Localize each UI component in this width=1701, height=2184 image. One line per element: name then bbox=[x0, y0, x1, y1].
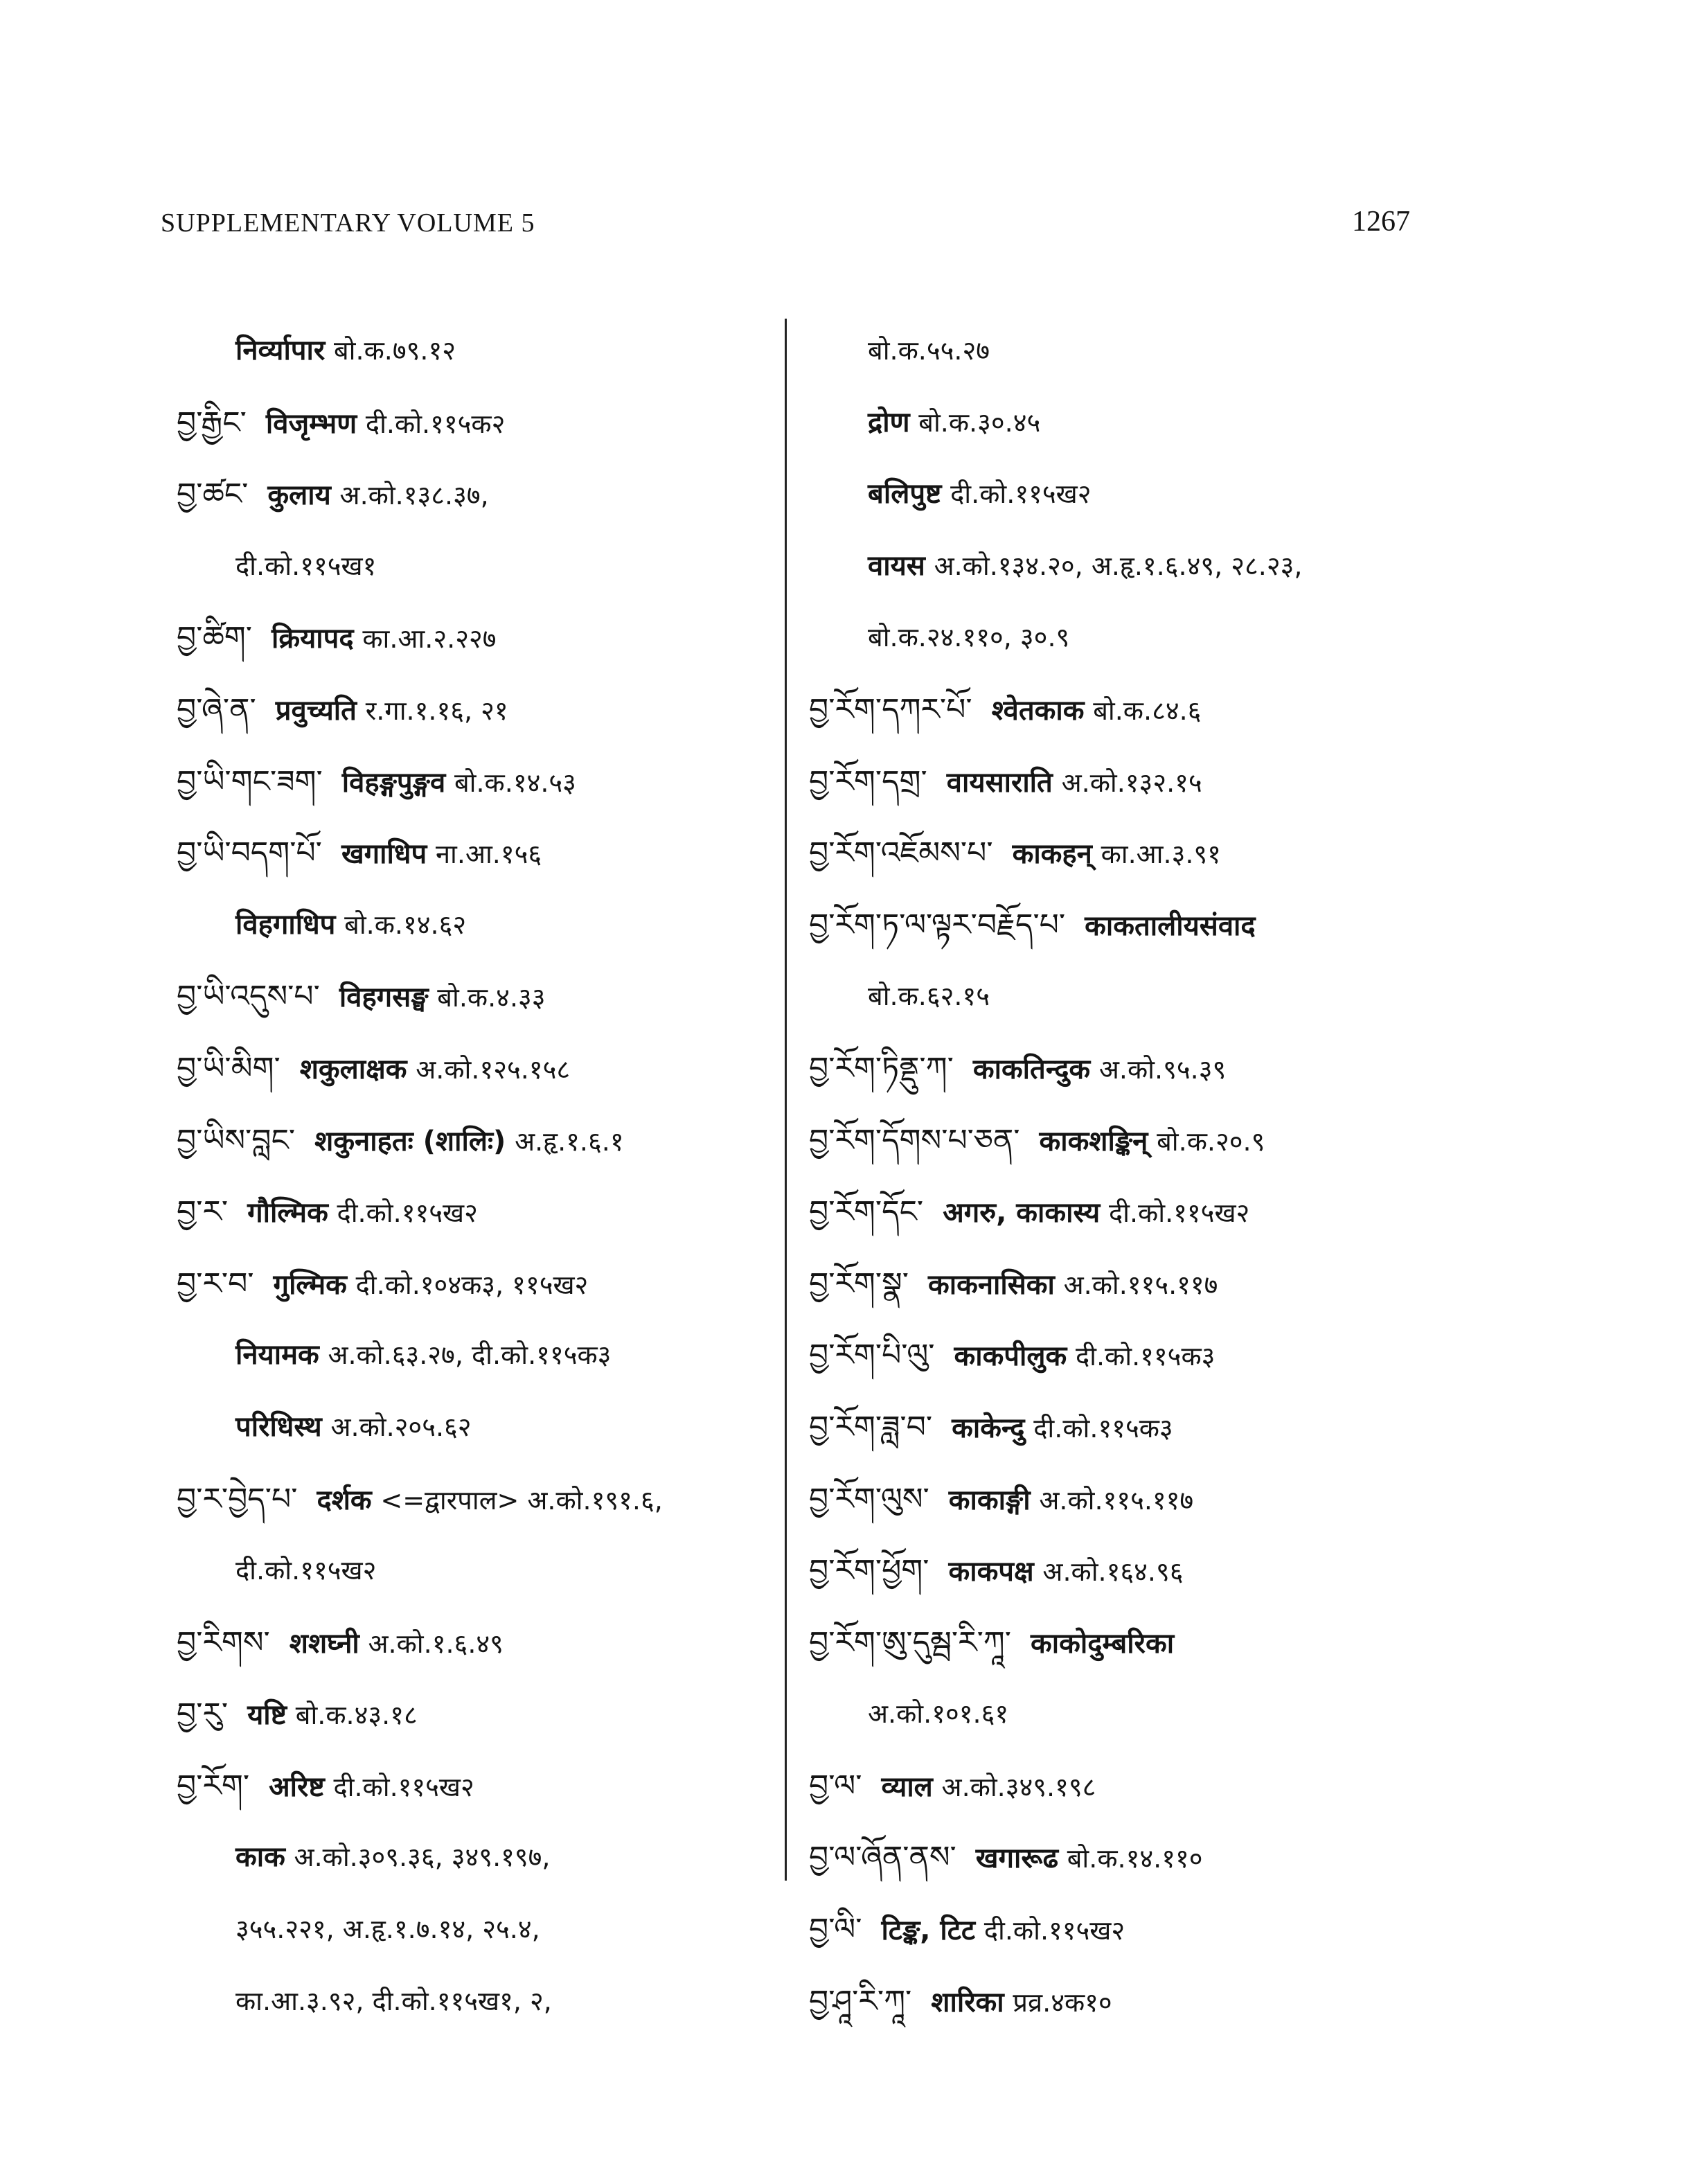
tibetan-headword: བྱ་ལི་ bbox=[809, 1912, 862, 1948]
source-reference: दी.को.११५ख१ bbox=[235, 550, 377, 581]
source-reference: अ.को.३४९.१९८ bbox=[941, 1771, 1096, 1802]
tibetan-headword: བྱ་ཚང་ bbox=[177, 477, 249, 513]
sanskrit-equivalent: गौल्मिक bbox=[247, 1197, 328, 1229]
sanskrit-equivalent: काकशङ्किन् bbox=[1039, 1125, 1148, 1157]
sanskrit-equivalent: प्रवुच्यति bbox=[275, 694, 357, 727]
source-reference: अ.को.११५.११७ bbox=[1039, 1484, 1194, 1516]
sanskrit-equivalent: अगरु, काकास्य bbox=[943, 1197, 1101, 1229]
sanskrit-equivalent: शारिका bbox=[931, 1986, 1004, 2018]
source-reference: र.गा.१.१६, २१ bbox=[365, 695, 508, 726]
source-reference: बो.क.८४.६ bbox=[1093, 695, 1202, 726]
tibetan-headword: བྱ་ཡི་གང་ཟག་ bbox=[177, 763, 323, 799]
sanskrit-equivalent: खगारूढ bbox=[975, 1843, 1058, 1875]
source-reference: अ.को.१३८.३७, bbox=[339, 480, 489, 511]
source-reference: अ.को.१०१.६१ bbox=[868, 1698, 1009, 1730]
dictionary-entry bbox=[809, 1535, 1418, 1607]
dictionary-entry bbox=[177, 889, 786, 961]
sanskrit-equivalent: काकहन् bbox=[1012, 838, 1092, 871]
dictionary-entry bbox=[809, 1750, 1418, 1822]
sanskrit-equivalent: द्रोण bbox=[868, 406, 910, 438]
dictionary-entry bbox=[177, 459, 786, 531]
tibetan-headword: བྱ་རོག་ལུས་ bbox=[809, 1481, 929, 1517]
sanskrit-equivalent: काकाङ्गी bbox=[948, 1484, 1031, 1516]
left-column bbox=[177, 315, 786, 2037]
page-number: 1267 bbox=[1352, 206, 1410, 238]
sanskrit-equivalent: काकपीलुक bbox=[954, 1340, 1067, 1373]
sanskrit-equivalent: काकोदुम्बरिका bbox=[1031, 1627, 1175, 1660]
tibetan-headword: བྱ་རོག་ཏ་ལ་ལྟར་བརྗོད་པ་ bbox=[809, 907, 1066, 943]
source-reference: बो.क.१४.११० bbox=[1067, 1843, 1203, 1874]
source-reference: ३५५.२२१, अ.हृ.१.७.१४, २५.४, bbox=[235, 1914, 540, 1945]
tibetan-headword: བྱ་རོག་དཀར་པོ་ bbox=[809, 691, 972, 727]
sanskrit-equivalent: परिधिस्थ bbox=[235, 1410, 322, 1443]
dictionary-entry bbox=[809, 1464, 1418, 1536]
dictionary-entry bbox=[177, 1678, 786, 1750]
dictionary-entry bbox=[809, 1105, 1418, 1177]
dictionary-entry bbox=[809, 674, 1418, 746]
sanskrit-equivalent: यष्टि bbox=[247, 1699, 287, 1732]
source-reference: बो.क.१४.६२ bbox=[344, 909, 467, 940]
sanskrit-equivalent: शकुनाहतः (शालिः) bbox=[314, 1125, 506, 1157]
tibetan-headword: བྱ་རོག་དགྲ་ bbox=[809, 763, 927, 799]
tibetan-headword: བྱ་ར་བ་ bbox=[177, 1266, 254, 1302]
dictionary-entry bbox=[177, 674, 786, 746]
dictionary-entry bbox=[809, 531, 1418, 603]
right-column bbox=[809, 315, 1418, 2037]
tibetan-headword: བྱ་རོག་ཨུ་དུམྦ་རི་ཀཱ་ bbox=[809, 1624, 1012, 1660]
source-reference: बो.क.३०.४५ bbox=[918, 407, 1041, 438]
sanskrit-equivalent: टिङ्क, टिट bbox=[881, 1915, 976, 1947]
source-reference: दी.को.११५ख२ bbox=[983, 1915, 1125, 1946]
source-reference: अ.हृ.१.६.१ bbox=[515, 1126, 624, 1157]
dictionary-entry bbox=[809, 1678, 1418, 1750]
dictionary-entry bbox=[177, 1966, 786, 2038]
tibetan-headword: བྱ་ཡི་མིག་ bbox=[177, 1050, 280, 1086]
dictionary-entry bbox=[177, 387, 786, 459]
source-reference: अ.को.२०५.६२ bbox=[330, 1411, 472, 1442]
sanskrit-equivalent: विहगसङ्घ bbox=[339, 982, 429, 1014]
dictionary-entry bbox=[809, 1248, 1418, 1320]
source-reference: दी.को.११५ख२ bbox=[333, 1771, 474, 1802]
tibetan-headword: བྱ་ཚིག་ bbox=[177, 620, 252, 656]
sanskrit-equivalent: श्वेतकाक bbox=[991, 694, 1085, 727]
dictionary-entry bbox=[177, 1750, 786, 1822]
dictionary-entry bbox=[809, 602, 1418, 674]
sanskrit-equivalent: वायसाराति bbox=[946, 766, 1053, 799]
dictionary-entry bbox=[177, 1248, 786, 1320]
dictionary-entry bbox=[809, 1607, 1418, 1679]
sanskrit-equivalent: कुलाय bbox=[267, 479, 331, 512]
tibetan-headword: བྱ་རོག་ཏིནྡུ་ཀ་ bbox=[809, 1050, 954, 1086]
sanskrit-equivalent: गुल्मिक bbox=[273, 1268, 347, 1301]
dictionary-entry bbox=[809, 1894, 1418, 1966]
dictionary-entry bbox=[809, 1822, 1418, 1894]
dictionary-entry bbox=[809, 1176, 1418, 1248]
tibetan-headword: བྱ་རོག་པི་ལུ་ bbox=[809, 1338, 935, 1374]
tibetan-headword: བྱ་ར་ bbox=[177, 1194, 229, 1230]
tibetan-headword: བྱ་རོག་ bbox=[177, 1768, 250, 1804]
sanskrit-equivalent: नियामक bbox=[235, 1339, 319, 1371]
dictionary-entry bbox=[177, 1464, 786, 1536]
source-reference: अ.को.१६४.९६ bbox=[1042, 1556, 1184, 1588]
source-reference: दी.को.११५क३ bbox=[1075, 1341, 1215, 1372]
sanskrit-equivalent: खगाधिप bbox=[341, 838, 427, 871]
dictionary-entry bbox=[177, 602, 786, 674]
source-reference: बो.क.४.३३ bbox=[437, 982, 546, 1013]
source-reference: बो.क.१४.५३ bbox=[454, 767, 576, 798]
source-reference: दी.को.११५ख२ bbox=[950, 479, 1092, 510]
dictionary-entry bbox=[177, 1320, 786, 1392]
dictionary-entry bbox=[177, 1392, 786, 1464]
sanskrit-equivalent: निर्व्यापार bbox=[235, 335, 326, 366]
source-reference: बो.क.२०.९ bbox=[1157, 1126, 1265, 1157]
source-reference: अ.को.११५.११७ bbox=[1063, 1269, 1218, 1300]
sanskrit-equivalent: दर्शक bbox=[317, 1484, 372, 1516]
sanskrit-equivalent: विहङ्गपुङ्गव bbox=[341, 766, 446, 799]
dictionary-entry bbox=[809, 1320, 1418, 1392]
sanskrit-equivalent: काकनासिका bbox=[928, 1268, 1055, 1301]
dictionary-entry bbox=[177, 1176, 786, 1248]
dictionary-entry bbox=[809, 1966, 1418, 2038]
source-reference: बो.क.४३.१८ bbox=[295, 1700, 418, 1731]
sanskrit-equivalent: काकेन्दु bbox=[952, 1412, 1025, 1444]
sanskrit-equivalent: क्रियापद bbox=[271, 623, 354, 655]
dictionary-entry bbox=[809, 315, 1418, 387]
dictionary-entry bbox=[809, 1392, 1418, 1464]
source-reference: का.आ.३.९२, दी.को.११५ख१, २, bbox=[235, 1985, 552, 2016]
tibetan-headword: བྱ་ར་བྱེད་པ་ bbox=[177, 1481, 298, 1517]
dictionary-entry bbox=[809, 387, 1418, 459]
source-reference: दी.को.११५क२ bbox=[365, 408, 506, 439]
running-header: SUPPLEMENTARY VOLUME 5 bbox=[161, 208, 535, 238]
dictionary-entry bbox=[177, 1033, 786, 1105]
source-reference: बो.क.२४.११०, ३०.९ bbox=[868, 622, 1070, 653]
sanskrit-equivalent: काकतालीयसंवाद bbox=[1085, 909, 1256, 942]
source-reference: का.आ.२.२२७ bbox=[362, 623, 497, 655]
source-reference: <=द्वारपाल> अ.को.१९१.६, bbox=[380, 1484, 663, 1516]
source-reference: दी.को.११५ख२ bbox=[1108, 1198, 1250, 1229]
dictionary-entry bbox=[177, 961, 786, 1033]
sanskrit-equivalent: शकुलाक्षक bbox=[299, 1053, 407, 1085]
dictionary-entry bbox=[177, 315, 786, 387]
tibetan-headword: བྱ་རོག་དོགས་པ་ཅན་ bbox=[809, 1122, 1020, 1158]
tibetan-headword: བྱ་ལ་ཞོན་ནས་ bbox=[809, 1840, 956, 1876]
dictionary-entry bbox=[177, 531, 786, 603]
dictionary-entry bbox=[809, 459, 1418, 531]
dictionary-entry bbox=[177, 1105, 786, 1177]
dictionary-entry bbox=[809, 746, 1418, 818]
source-reference: का.आ.३.९१ bbox=[1101, 839, 1221, 870]
source-reference: अ.को.१२५.१५८ bbox=[416, 1054, 571, 1085]
source-reference: दी.को.११५ख२ bbox=[337, 1198, 478, 1229]
tibetan-headword: བྱ་རོག་དོང་ bbox=[809, 1194, 924, 1230]
tibetan-headword: བྱ་ཡི་འདུས་པ་ bbox=[177, 979, 320, 1015]
tibetan-headword: བྱ་རོག་ཕྱོག་ bbox=[809, 1553, 929, 1589]
source-reference: प्रव्र.४क१० bbox=[1013, 1987, 1112, 2018]
sanskrit-equivalent: विहगाधिप bbox=[235, 908, 336, 941]
sanskrit-equivalent: विजृम्भण bbox=[265, 407, 357, 440]
tibetan-headword: བྱ་ཡི་བདག་པོ་ bbox=[177, 835, 322, 871]
source-reference: ना.आ.१५६ bbox=[435, 839, 542, 870]
dictionary-entry bbox=[809, 817, 1418, 889]
dictionary-entry bbox=[809, 961, 1418, 1033]
sanskrit-equivalent: काक bbox=[235, 1841, 285, 1874]
sanskrit-equivalent: वायस bbox=[868, 549, 925, 582]
sanskrit-equivalent: काकपक्ष bbox=[948, 1556, 1034, 1588]
dictionary-entry bbox=[177, 817, 786, 889]
tibetan-headword: བྱ་ཞེ་ན་ bbox=[177, 691, 256, 727]
source-reference: बो.क.६२.१५ bbox=[868, 981, 990, 1012]
source-reference: दी.को.११५क३ bbox=[1033, 1412, 1173, 1444]
dictionary-entry bbox=[809, 889, 1418, 961]
tibetan-headword: བྱ་རུ་ bbox=[177, 1696, 229, 1732]
source-reference: अ.को.१३२.१५ bbox=[1061, 767, 1202, 798]
dictionary-entry bbox=[177, 1822, 786, 1894]
sanskrit-equivalent: बलिपुष्ट bbox=[868, 478, 942, 511]
tibetan-headword: བྱ་ལ་ bbox=[809, 1768, 862, 1804]
source-reference: अ.को.९५.३९ bbox=[1098, 1054, 1227, 1085]
source-reference: अ.को.१.६.४९ bbox=[368, 1628, 504, 1659]
source-reference: बो.क.५५.२७ bbox=[868, 335, 990, 366]
tibetan-headword: བྱ་རོག་ཟླ་བ་ bbox=[809, 1409, 933, 1445]
source-reference: दी.को.१०४क३, ११५ख२ bbox=[355, 1269, 589, 1300]
tibetan-headword: བྱ་ཤཱ་རི་ཀཱ་ bbox=[809, 1983, 912, 2019]
dictionary-entry bbox=[177, 746, 786, 818]
sanskrit-equivalent: शशघ्नी bbox=[289, 1627, 359, 1660]
source-reference: बो.क.७९.१२ bbox=[333, 335, 456, 366]
tibetan-headword: བྱ་རོག་འཇོམས་པ་ bbox=[809, 835, 993, 871]
source-reference: दी.को.११५ख२ bbox=[235, 1555, 377, 1586]
dictionary-entry bbox=[177, 1607, 786, 1679]
source-reference: अ.को.१३४.२०, अ.हृ.१.६.४९, २८.२३, bbox=[934, 550, 1303, 581]
sanskrit-equivalent: अरिष्ट bbox=[269, 1770, 325, 1803]
column-divider bbox=[785, 319, 787, 1881]
tibetan-headword: བྱ་རོག་སྣ་ bbox=[809, 1266, 909, 1302]
source-reference: अ.को.६३.२७, दी.को.११५क३ bbox=[328, 1340, 612, 1371]
dictionary-entry bbox=[177, 1535, 786, 1607]
source-reference: अ.को.३०९.३६, ३४९.१९७, bbox=[294, 1842, 551, 1873]
dictionary-entry bbox=[177, 1894, 786, 1966]
tibetan-headword: བྱ་རྒྱིང་ bbox=[177, 405, 247, 441]
sanskrit-equivalent: व्याल bbox=[881, 1770, 933, 1803]
sanskrit-equivalent: काकतिन्दुक bbox=[972, 1053, 1091, 1085]
tibetan-headword: བྱ་རིགས་ bbox=[177, 1624, 270, 1660]
tibetan-headword: བྱ་ཡིས་བླང་ bbox=[177, 1122, 296, 1158]
dictionary-entry bbox=[809, 1033, 1418, 1105]
